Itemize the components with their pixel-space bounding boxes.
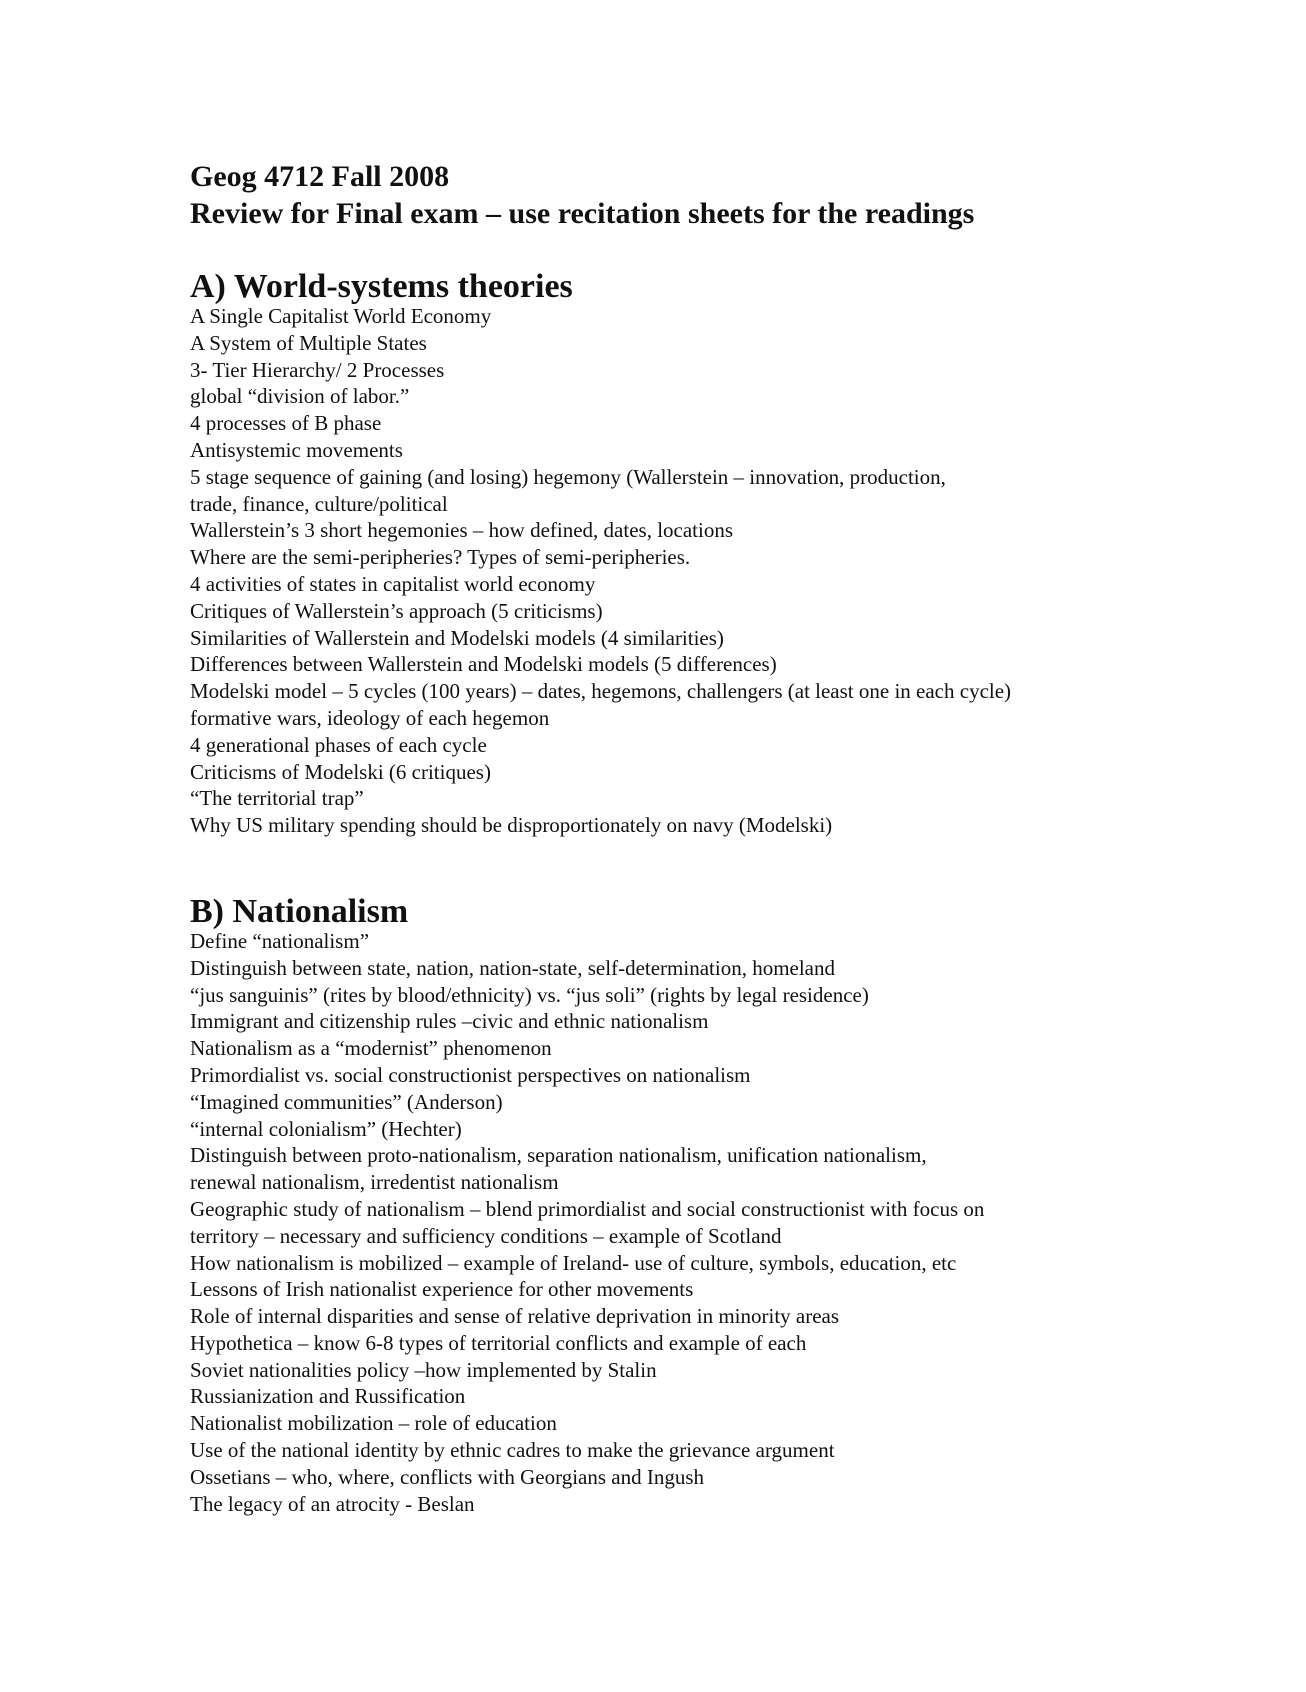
list-item: “internal colonialism” (Hechter) [190,1116,462,1141]
list-item: How nationalism is mobilized – example of Ireland- use of culture, symbols, education, etc [190,1250,957,1275]
list-item: Nationalist mobilization – role of education [190,1411,557,1436]
list-item: Nationalism as a “modernist” phenomenon [190,1036,552,1061]
list-item: global “division of labor.” [190,384,410,409]
list-item: Role of internal disparities and sense of relative deprivation in minority areas [190,1304,840,1329]
document-page [190,158,1270,1517]
list-item: Modelski model – 5 cycles (100 years) – dates, hegemons, challengers (at least one in each cycle) [190,679,1012,704]
list-item: 5 stage sequence of gaining (and losing) hegemony (Wallerstein – innovation, production, [190,464,946,489]
list-item: Differences between Wallerstein and Modelski models (5 differences) [190,652,777,677]
list-item: Use of the national identity by ethnic cadres to make the grievance argument [190,1438,835,1463]
list-item: renewal nationalism, irredentist nationalism [190,1170,559,1195]
list-item: 4 activities of states in capitalist world economy [190,571,596,596]
list-item: Russianization and Russification [190,1384,466,1409]
list-item: 3- Tier Hierarchy/ 2 Processes [190,357,445,382]
list-item: Hypothetica – know 6-8 types of territorial conflicts and example of each [190,1330,807,1355]
list-item: Lessons of Irish nationalist experience for other movements [190,1277,694,1302]
section-heading: B) Nationalism [190,892,409,930]
review-subtitle: Review for Final exam – use recitation sheets for the readings [190,197,975,230]
list-item: territory – necessary and sufficiency conditions – example of Scotland [190,1223,782,1248]
list-item: Define “nationalism” [190,928,370,953]
list-item: formative wars, ideology of each hegemon [190,705,550,730]
list-item: Criticisms of Modelski (6 critiques) [190,759,491,784]
list-item: Soviet nationalities policy –how implemented by Stalin [190,1357,657,1382]
course-title: Geog 4712 Fall 2008 [190,160,450,193]
topic-list [190,928,1270,1518]
list-item: Immigrant and citizenship rules –civic and ethnic nationalism [190,1009,709,1034]
list-item: Where are the semi-peripheries? Types of semi-peripheries. [190,545,691,570]
list-item: 4 processes of B phase [190,411,382,436]
list-item: Distinguish between proto-nationalism, separation nationalism, unification nationalism, [190,1143,927,1168]
list-item: Similarities of Wallerstein and Modelski models (4 similarities) [190,625,724,650]
section-world-systems [190,268,1270,839]
list-item: A Single Capitalist World Economy [190,304,492,328]
list-item: “The territorial trap” [190,786,364,811]
list-item: Why US military spending should be disproportionately on navy (Modelski) [190,813,833,838]
list-item: 4 generational phases of each cycle [190,732,487,757]
list-item: Antisystemic movements [190,437,403,462]
topic-list [190,303,1270,839]
list-item: Ossetians – who, where, conflicts with Georgians and Ingush [190,1464,705,1489]
list-item: Primordialist vs. social constructionist perspectives on nationalism [190,1062,751,1087]
list-item: Distinguish between state, nation, nation-state, self-determination, homeland [190,955,836,980]
list-item: Wallerstein’s 3 short hegemonies – how defined, dates, locations [190,518,734,543]
list-item: “jus sanguinis” (rites by blood/ethnicity) vs. “jus soli” (rights by legal residence) [190,982,869,1007]
list-item: trade, finance, culture/political [190,491,448,516]
list-item: “Imagined communities” (Anderson) [190,1089,503,1114]
list-item: A System of Multiple States [190,330,427,355]
section-heading: A) World-systems theories [190,268,573,305]
section-nationalism [190,893,1270,1518]
list-item: Critiques of Wallerstein’s approach (5 criticisms) [190,598,603,623]
list-item: Geographic study of nationalism – blend primordialist and social constructionist with focus on [190,1196,985,1221]
list-item: The legacy of an atrocity - Beslan [190,1491,475,1516]
